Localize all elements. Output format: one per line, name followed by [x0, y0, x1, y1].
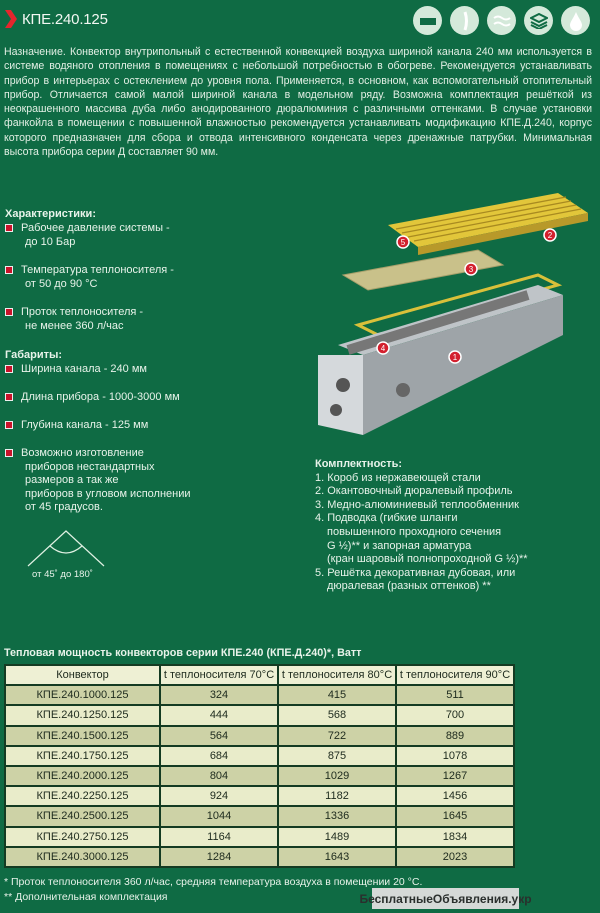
col-header: t теплоносителя 90°С — [396, 665, 514, 685]
custom-note: Возможно изготовление приборов нестандартных размеров а так же приборов в угловом исполнении от 45 градусов. — [5, 447, 191, 515]
table-cell: 722 — [278, 726, 396, 746]
table-cell: КПЕ.240.2250.125 — [5, 786, 160, 806]
table-cell: КПЕ.240.1750.125 — [5, 746, 160, 766]
stack-icon — [524, 6, 553, 35]
table-cell: 1645 — [396, 806, 514, 826]
table-cell: КПЕ.240.1250.125 — [5, 705, 160, 725]
table-cell: 564 — [160, 726, 278, 746]
vertical-install-icon — [450, 6, 479, 35]
table-cell: 1643 — [278, 847, 396, 867]
table-cell: 1489 — [278, 827, 396, 847]
col-header: Конвектор — [5, 665, 160, 685]
table-cell: 700 — [396, 705, 514, 725]
bullet-icon — [5, 421, 13, 429]
table-cell: КПЕ.240.2000.125 — [5, 766, 160, 786]
kit-list: Комплектность: 1. Короб из нержавеющей стали 2. Окантовочный дюралевый профиль 3. Медно-алюминиевый теплообменник 4. Подводка (гибкие шланги повышенного проходного сечения G ½)** и запорная арматура (кран шаровый полнопроходной G ½)** 5. Решётка декоративная дубовая, или дюралевая (разных оттенков) ** — [315, 458, 528, 593]
table-cell: 1078 — [396, 746, 514, 766]
watermark: БесплатныеОбъявления.укр — [372, 888, 519, 909]
table-cell: КПЕ.240.2750.125 — [5, 827, 160, 847]
bullet-icon — [5, 393, 13, 401]
bullet-icon — [5, 365, 13, 373]
dim-item: Глубина канала - 125 мм — [5, 419, 148, 433]
profile-frame — [343, 250, 503, 290]
dim-item: Ширина канала - 240 мм — [5, 363, 147, 377]
table-row — [5, 746, 514, 766]
page-title: КПЕ.240.125 — [22, 11, 108, 28]
table-cell: 324 — [160, 685, 278, 705]
svg-text:4: 4 — [380, 344, 386, 353]
grille — [388, 193, 588, 255]
table-cell: 1284 — [160, 847, 278, 867]
table-cell: КПЕ.240.1000.125 — [5, 685, 160, 705]
convector-diagram — [288, 185, 600, 450]
table-cell: 2023 — [396, 847, 514, 867]
table-row — [5, 827, 514, 847]
spec-item: Проток теплоносителя - не менее 360 л/час — [5, 306, 143, 333]
table-cell: 1164 — [160, 827, 278, 847]
table-cell: 1267 — [396, 766, 514, 786]
table-row — [5, 766, 514, 786]
dims-title: Габариты: — [5, 349, 63, 361]
svg-text:3: 3 — [468, 265, 474, 274]
heat-waves-icon — [487, 6, 516, 35]
table-row — [5, 786, 514, 806]
table-cell: 1456 — [396, 786, 514, 806]
power-table — [4, 664, 515, 868]
svg-text:1: 1 — [452, 353, 458, 362]
table-cell: 804 — [160, 766, 278, 786]
table-cell: 568 — [278, 705, 396, 725]
bullet-icon — [5, 308, 13, 316]
table-cell: 1182 — [278, 786, 396, 806]
footnote: * Проток теплоносителя 360 л/час, средняя температура воздуха в помещении 20 °С. — [4, 876, 423, 888]
table-cell: 684 — [160, 746, 278, 766]
spec-item: Рабочее давление системы - до 10 Бар — [5, 222, 170, 249]
water-drop-icon — [561, 6, 590, 35]
svg-text:2: 2 — [547, 231, 553, 240]
feature-icons — [413, 6, 590, 35]
table-cell: 511 — [396, 685, 514, 705]
col-header: t теплоносителя 70°С — [160, 665, 278, 685]
angle-label: от 45˚ до 180˚ — [32, 569, 93, 580]
table-cell: КПЕ.240.3000.125 — [5, 847, 160, 867]
bullet-icon — [5, 266, 13, 274]
table-cell: 1834 — [396, 827, 514, 847]
table-cell: 875 — [278, 746, 396, 766]
table-row — [5, 806, 514, 826]
table-cell: 889 — [396, 726, 514, 746]
spec-item: Температура теплоносителя - от 50 до 90 °С — [5, 264, 174, 291]
table-row — [5, 685, 514, 705]
table-cell: 1044 — [160, 806, 278, 826]
description: Назначение. Конвектор внутрипольный с естественной конвекцией воздуха шириной канала 240 мм используется в системе водяного отопления в помещениях с небольшой потребностью в обогреве. Рекомендуется устанавливать прибор в интерьерах с остеклением до уровня пола. Применяется, в основном, как вспомогательный отопительный прибор. Отличается самой малой шириной канала в модельном ряду. Возможна комплектация решёткой из неокрашенного массива дуба либо анодированного дюралюминия с различными оттенками. В случае установки фанкойла в помещении с повышенной влажностью рекомендуется устанавливать модификацию КПЕ.Д.240, корпус которого предназначен для сбора и отвода интенсивного конденсата через дренажные патрубки. Минимальная высота прибора серии Д составляет 90 мм. — [4, 46, 592, 159]
angle-icon — [26, 528, 106, 568]
table-row — [5, 705, 514, 725]
bullet-icon — [5, 224, 13, 232]
table-cell: КПЕ.240.1500.125 — [5, 726, 160, 746]
specs-title: Характеристики: — [5, 208, 96, 220]
stainless-box — [318, 285, 563, 435]
table-cell: 924 — [160, 786, 278, 806]
table-cell: КПЕ.240.2500.125 — [5, 806, 160, 826]
footnote: ** Дополнительная комплектация — [4, 891, 168, 903]
table-cell: 415 — [278, 685, 396, 705]
bullet-icon — [5, 449, 13, 457]
table-cell: 444 — [160, 705, 278, 725]
dim-item: Длина прибора - 1000-3000 мм — [5, 391, 180, 405]
floor-convector-icon — [413, 6, 442, 35]
chevron-icon — [5, 10, 17, 28]
table-cell: 1336 — [278, 806, 396, 826]
table-row — [5, 726, 514, 746]
col-header: t теплоносителя 80°С — [278, 665, 396, 685]
table-cell: 1029 — [278, 766, 396, 786]
svg-text:5: 5 — [400, 238, 406, 247]
table-row — [5, 847, 514, 867]
table-title: Тепловая мощность конвекторов серии КПЕ.240 (КПЕ.Д.240)*, Ватт — [4, 647, 362, 659]
